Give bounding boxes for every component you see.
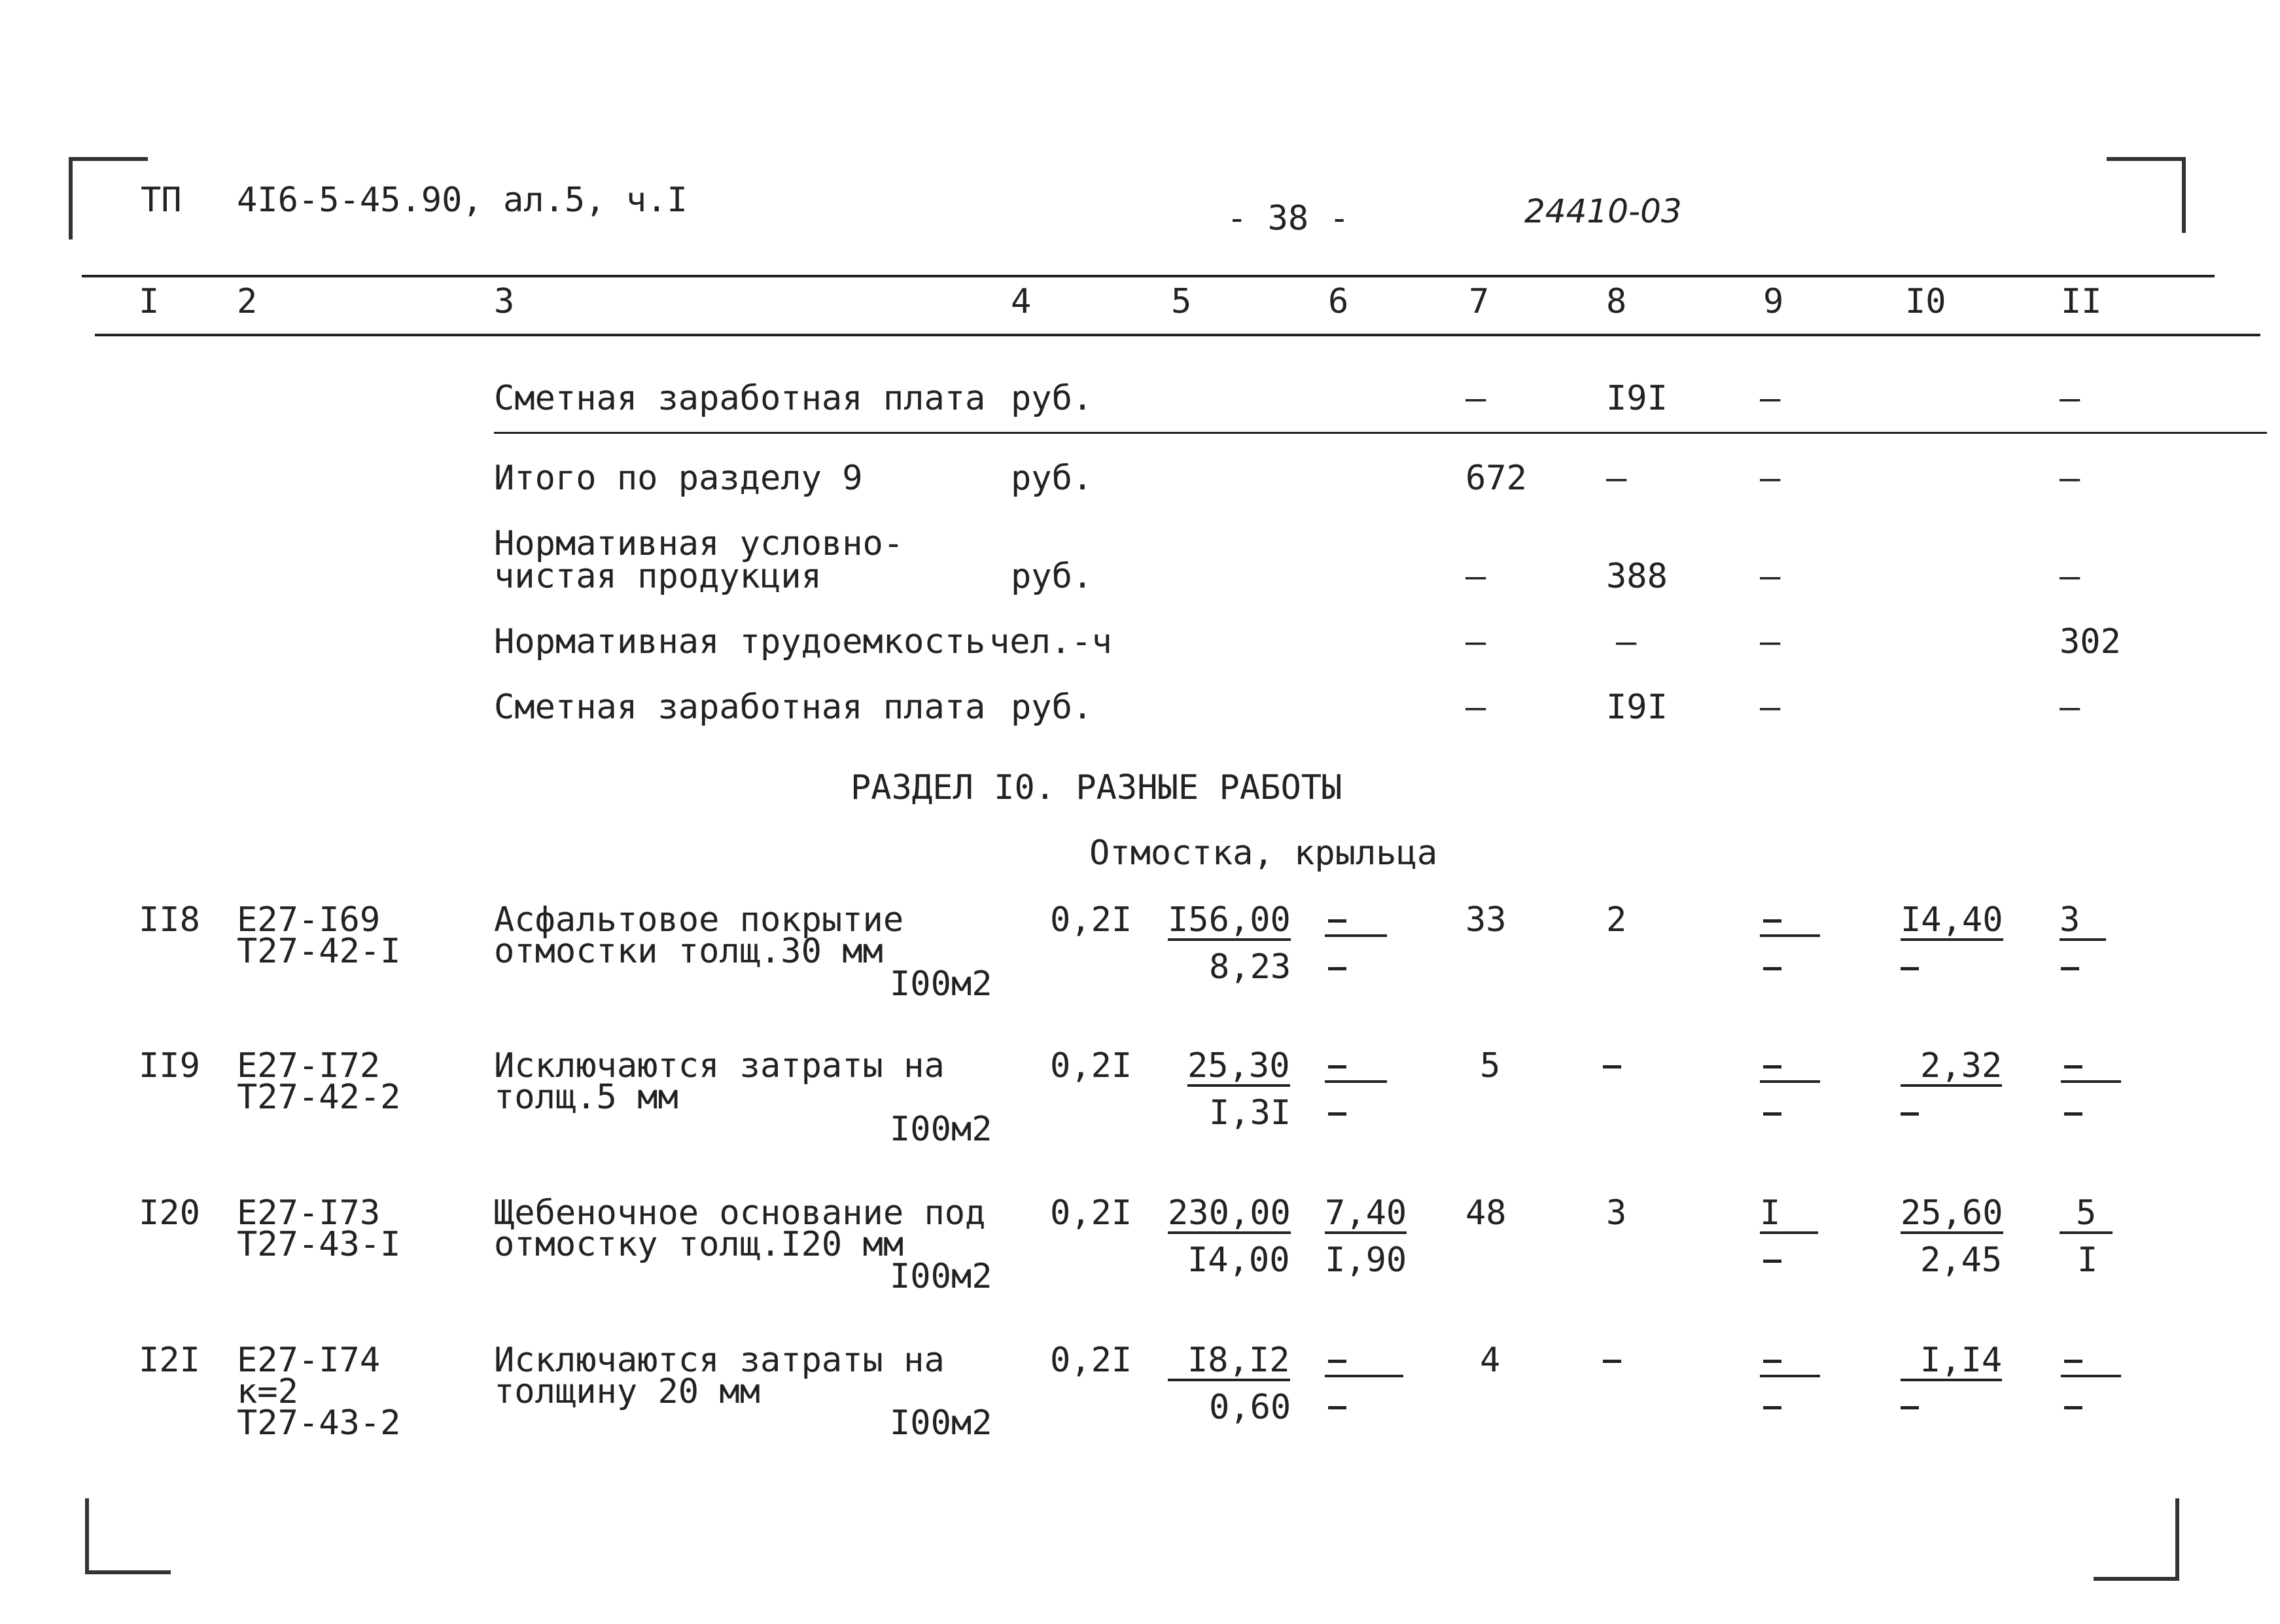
item-c8: 2 [1606,900,1627,940]
summary-c7: 672 [1465,459,1527,498]
summary-c7: – [1465,622,1486,662]
item-number: II9 [139,1046,200,1086]
summary-c11: – [2060,459,2080,498]
item-c6-bottom: I,90 [1325,1241,1407,1280]
col-head-11: II [2061,282,2102,321]
corner-bottom-right [2094,1498,2179,1581]
summary-unit: руб. [1011,379,1093,418]
item-number: I20 [139,1193,200,1233]
summary-label-cont: чистая продукция [494,557,822,596]
col-head-5: 5 [1171,282,1192,321]
dash-mark [1328,1112,1346,1116]
dash-mark [1328,967,1346,970]
summary-unit: руб. [1011,688,1093,727]
summary-label: Сметная заработная плата [494,379,986,418]
item-unit: I00м2 [890,1257,992,1296]
item-code: Е27-I72 [237,1046,381,1086]
corner-top-left [69,157,148,239]
dash-mark [2064,1112,2082,1116]
item-quantity: 0,2I [1050,1046,1132,1086]
summary-label: Нормативная трудоемкость [494,622,986,662]
item-c5-top: 25,30 [1187,1046,1290,1086]
item-description-cont: толщ.5 мм [494,1078,678,1117]
col-head-8: 8 [1606,282,1627,321]
underline-mark [2061,1080,2121,1083]
summary-c9: – [1760,459,1781,498]
item-c10-top: I4,40 [1901,900,2003,940]
col-head-4: 4 [1011,282,1032,321]
item-c5-bottom: I,3I [1209,1093,1291,1133]
summary-c11: 302 [2060,622,2121,662]
dash-mark [1328,1406,1346,1409]
dash-mark [2064,1360,2082,1363]
col-head-6: 6 [1328,282,1349,321]
dash-mark [1603,1360,1621,1363]
col-head-2: 2 [237,282,258,321]
item-c11-top: 5 [2060,1196,2113,1234]
summary-label: Нормативная условно- [494,524,904,563]
summary-unit: чел.-ч [989,622,1112,662]
underline-mark [1760,1080,1820,1083]
summary-label: Итого по разделу 9 [494,459,863,498]
dash-mark [1901,967,1919,970]
item-c5-top: I56,00 [1168,900,1291,940]
item-code: Е27-I73 [237,1193,381,1233]
item-code-secondary: Т27-43-I [237,1225,401,1264]
dash-mark [2064,1065,2082,1068]
item-description: Асфальтовое покрытие [494,900,904,940]
dash-mark [2064,1406,2082,1409]
doc-reference: 4I6-5-45.90, ал.5, ч.I [237,181,688,220]
item-c5-bottom: 8,23 [1209,947,1291,987]
item-c10-top: 25,60 [1901,1193,2003,1233]
header-rule-bottom [95,334,2260,336]
item-c10-top: 2,32 [1901,1049,2002,1087]
item-c7: 48 [1465,1193,1507,1233]
section-title: РАЗДЕЛ I0. РАЗНЫЕ РАБОТЫ [851,768,1342,807]
underline-mark [2061,1375,2121,1377]
col-head-10: I0 [1905,282,1946,321]
item-unit: I00м2 [890,964,992,1004]
underline-mark [1760,934,1820,937]
item-description: Исключаются затраты на [494,1046,945,1086]
item-code-secondary: Т27-42-2 [237,1078,401,1117]
item-code-secondary: Т27-43-2 [237,1403,401,1443]
summary-unit: руб. [1011,459,1093,498]
dash-mark [1763,1406,1781,1409]
summary-c9: – [1760,622,1781,662]
item-c7: 5 [1480,1046,1501,1086]
summary-c11: – [2060,557,2080,596]
dash-mark [1901,1406,1919,1409]
item-description-cont: отмостки толщ.30 мм [494,932,883,971]
dash-mark [1328,1065,1346,1068]
col-head-3: 3 [494,282,515,321]
underline-mark [1325,934,1387,937]
item-unit: I00м2 [890,1110,992,1149]
item-c6-top: 7,40 [1325,1193,1407,1233]
corner-top-right [2107,157,2186,233]
summary-c8: – [1606,459,1627,498]
dash-mark [1763,1360,1781,1363]
dash-mark [1603,1065,1621,1068]
item-c10-top: I,I4 [1901,1343,2002,1381]
summary-rule [494,432,2267,434]
item-c11-top: 3 [2060,903,2106,941]
item-quantity: 0,2I [1050,900,1132,940]
col-head-9: 9 [1763,282,1784,321]
summary-c7: – [1465,688,1486,727]
item-c9-top: I [1760,1196,1818,1234]
underline-mark [1760,1375,1820,1377]
item-coefficient: к=2 [237,1372,298,1411]
summary-c11: – [2060,379,2080,418]
summary-c8: I9I [1606,379,1668,418]
item-quantity: 0,2I [1050,1193,1132,1233]
underline-mark [1325,1375,1403,1377]
summary-c8: – [1616,622,1637,662]
corner-bottom-left [85,1498,171,1574]
dash-mark [2061,967,2079,970]
item-code: Е27-I74 [237,1341,381,1380]
summary-c8: I9I [1606,688,1668,727]
item-description-cont: толщину 20 мм [494,1372,760,1411]
dash-mark [1328,1360,1346,1363]
dash-mark [1763,1112,1781,1116]
archive-stamp: 24410-03 [1524,192,1682,230]
item-c5-top: I8,I2 [1168,1343,1290,1381]
summary-c11: – [2060,688,2080,727]
summary-c7: – [1465,379,1486,418]
dash-mark [1763,1065,1781,1068]
dash-mark [1901,1112,1919,1116]
summary-c8: 388 [1606,557,1668,596]
header-rule-top [82,275,2215,277]
col-head-7: 7 [1469,282,1490,321]
doc-code: ТП [141,181,182,220]
item-description-cont: отмостку толщ.I20 мм [494,1225,904,1264]
dash-mark [1763,919,1781,923]
summary-c9: – [1760,379,1781,418]
dash-mark [1328,919,1346,923]
item-c7: 33 [1465,900,1507,940]
item-c5-bottom: 0,60 [1209,1388,1291,1427]
page-number: - 38 - [1227,199,1350,238]
item-c5-bottom: I4,00 [1187,1241,1290,1280]
section-subtitle: Отмостка, крыльца [1089,834,1438,873]
dash-mark [1763,967,1781,970]
item-quantity: 0,2I [1050,1341,1132,1380]
item-description: Щебеночное основание под [494,1193,986,1233]
item-c7: 4 [1480,1341,1501,1380]
col-head-1: I [139,282,160,321]
item-c8: 3 [1606,1193,1627,1233]
item-unit: I00м2 [890,1403,992,1443]
item-c5-top: 230,00 [1168,1193,1291,1233]
summary-c9: – [1760,688,1781,727]
item-description: Исключаются затраты на [494,1341,945,1380]
summary-unit: руб. [1011,557,1093,596]
item-c11-bottom: I [2077,1241,2098,1280]
item-number: II8 [139,900,200,940]
dash-mark [1763,1260,1781,1263]
summary-c9: – [1760,557,1781,596]
item-c10-bottom: 2,45 [1920,1241,2003,1280]
summary-c7: – [1465,557,1486,596]
underline-mark [1325,1080,1387,1083]
item-code: Е27-I69 [237,900,381,940]
item-code-secondary: Т27-42-I [237,932,401,971]
summary-label: Сметная заработная плата [494,688,986,727]
item-number: I2I [139,1341,200,1380]
